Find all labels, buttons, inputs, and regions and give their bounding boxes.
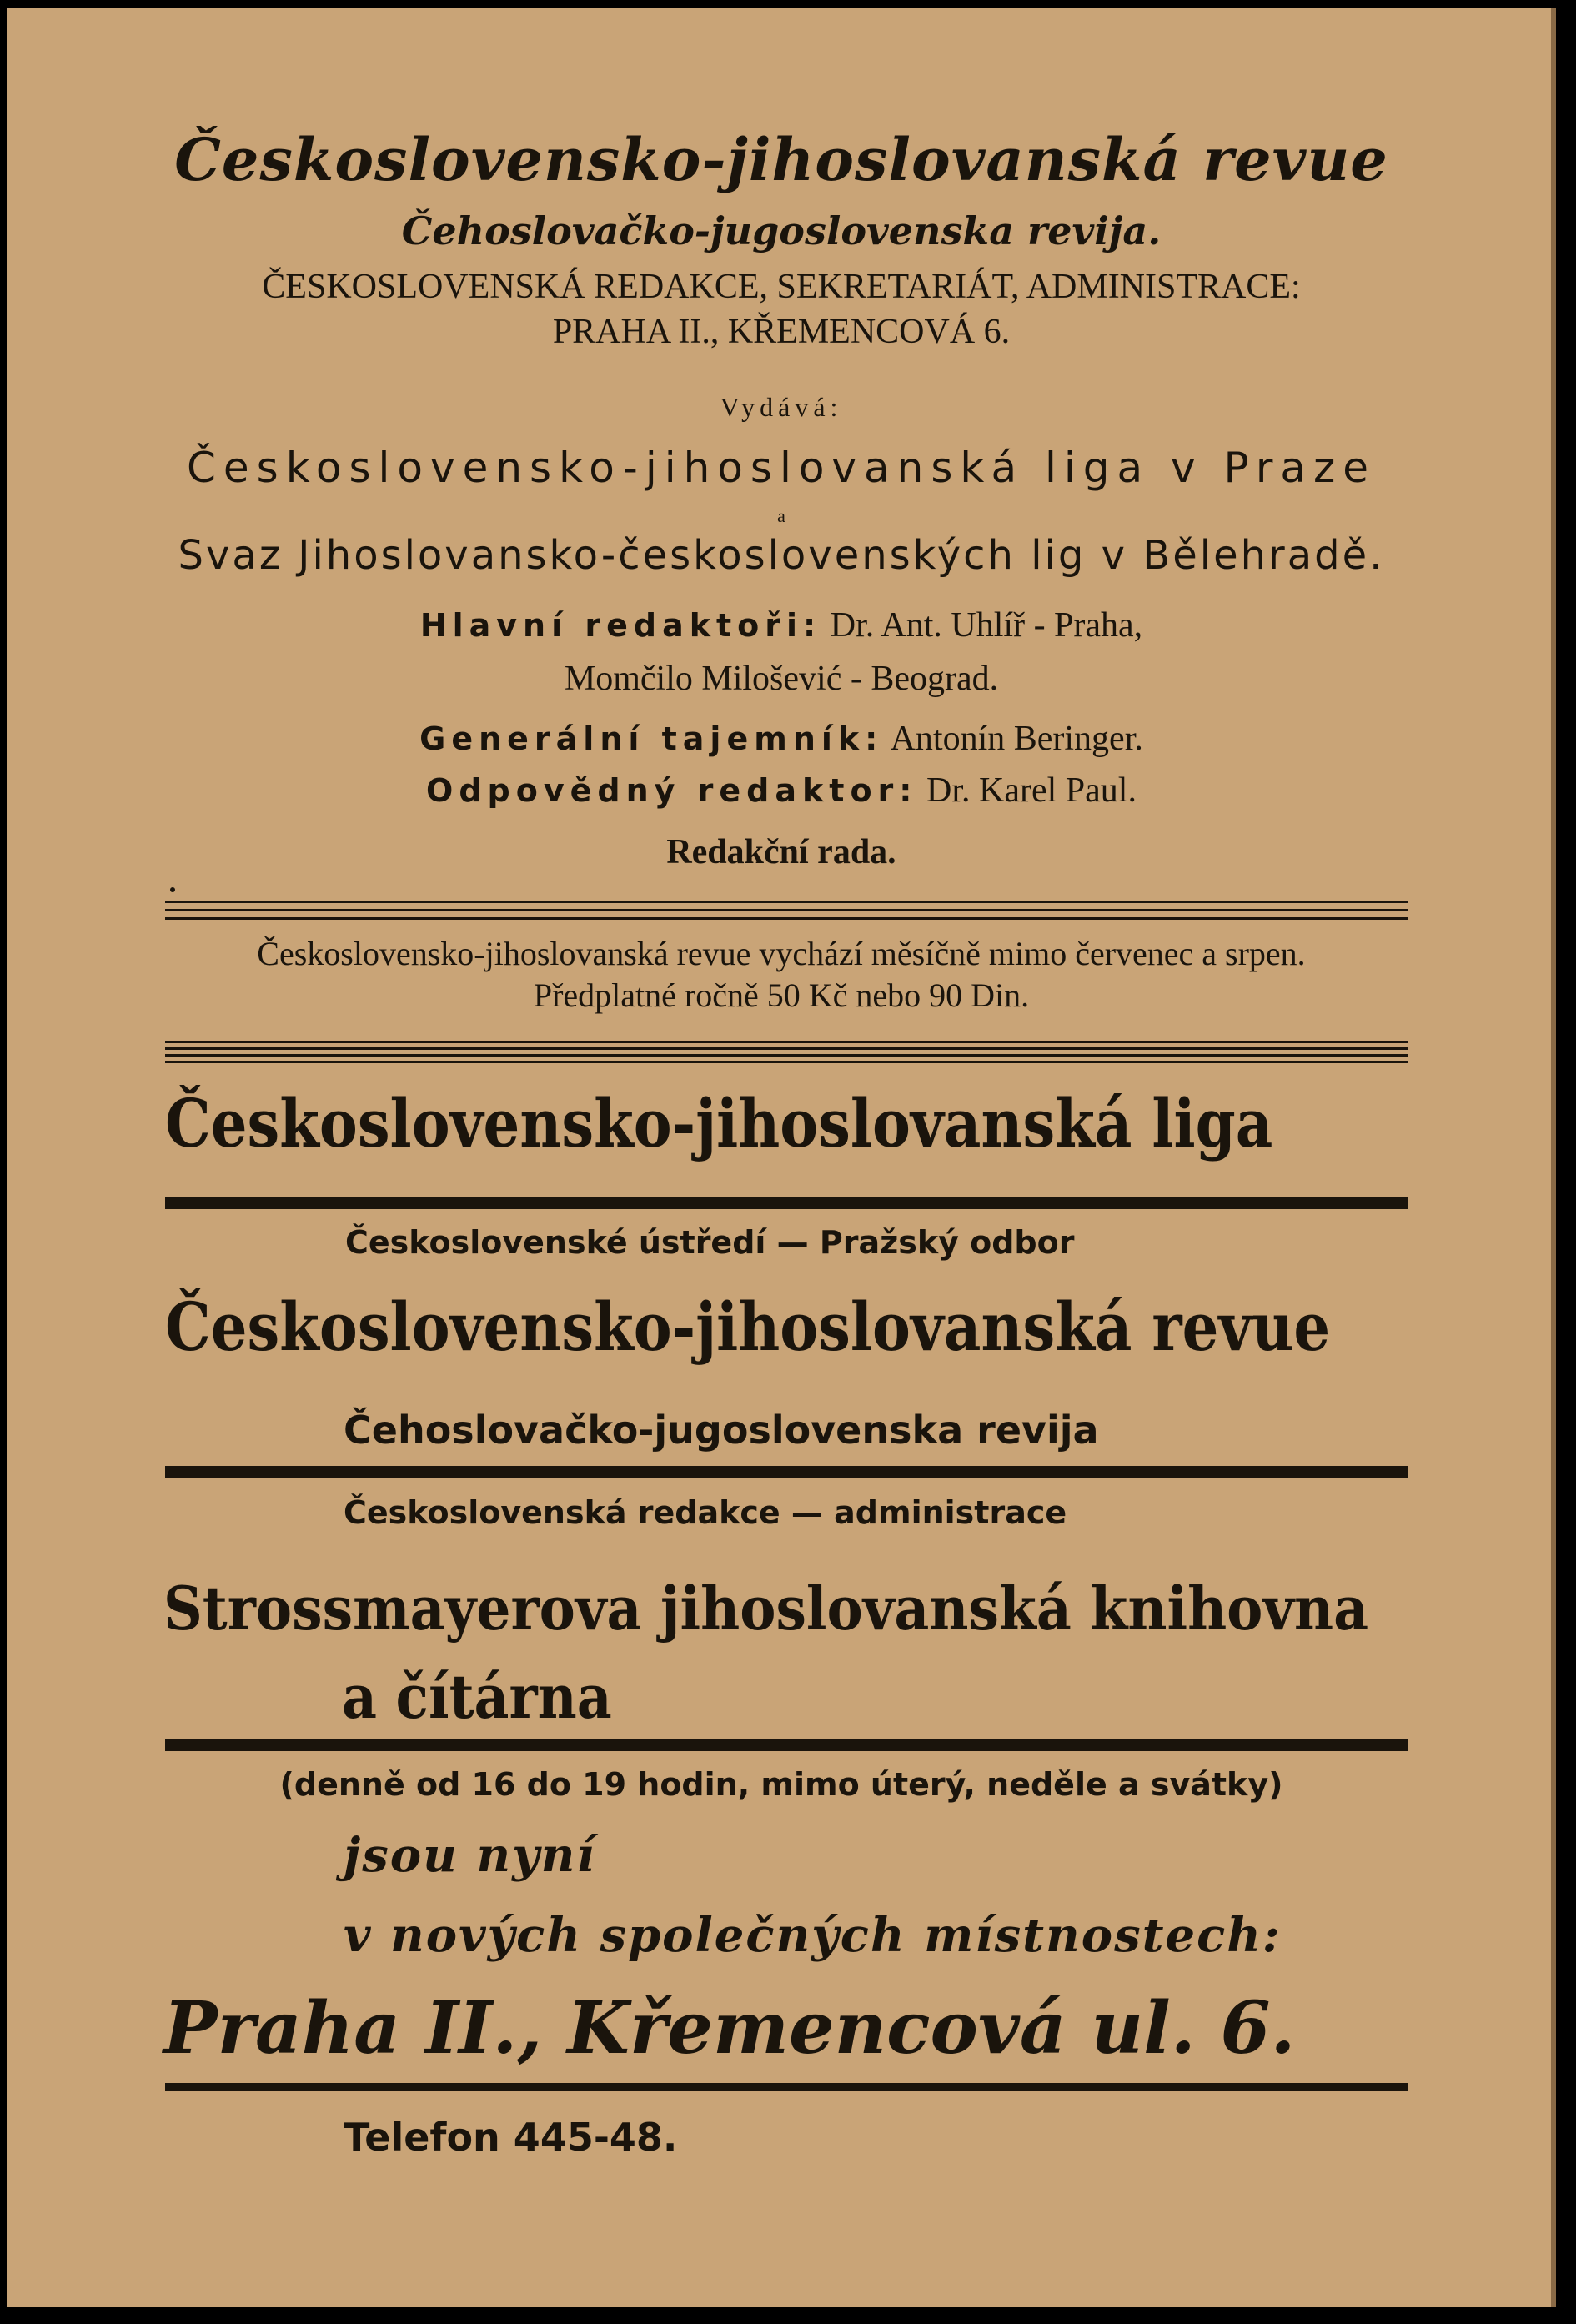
editorial-board: Redakční rada. [666, 833, 896, 871]
office-line-2: PRAHA II., KŘEMENCOVÁ 6. [552, 313, 1011, 351]
chief-editor-name-1: Dr. Ant. Uhlíř - Praha, [830, 606, 1143, 645]
divider-rule [165, 909, 1408, 911]
telephone: Telefon 445-48. [344, 2115, 678, 2160]
masthead-subtitle: Čehoslovačko-jugoslovenska revija. [401, 208, 1162, 253]
opening-hours: (denně od 16 do 19 hodin, mimo úterý, neděle a svátky) [279, 1766, 1283, 1803]
heavy-rule [165, 1466, 1408, 1478]
revue-subtitle: Čehoslovačko-jugoslovenska revija [344, 1408, 1099, 1453]
secretary-name: Antonín Beringer. [890, 720, 1143, 758]
responsible-editor-line [7, 770, 1556, 811]
redakce-line: Československá redakce — administrace [344, 1494, 1067, 1531]
divider-rule [165, 1054, 1408, 1057]
office-line-1: ČESKOSLOVENSKÁ REDAKCE, SEKRETARIÁT, ADMINISTRACE: [262, 268, 1301, 306]
divider-rule [165, 1047, 1408, 1050]
now-line-2: v nových společných místnostech: [344, 1908, 1282, 1963]
page-sheet [7, 8, 1556, 2307]
masthead-title: Československo-jihoslovanská revue [174, 125, 1388, 194]
bullet-dot [170, 887, 175, 892]
library-line-2: a čítárna [342, 1661, 612, 1732]
liga-title: Československo-jihoslovanská liga [165, 1084, 1273, 1162]
heavy-rule [165, 1739, 1408, 1751]
subscription-line-2: Předplatné ročně 50 Kč nebo 90 Din. [533, 976, 1030, 1014]
publisher-org-2: Svaz Jihoslovansko-československých lig v Bělehradě. [178, 532, 1385, 579]
divider-rule [165, 917, 1408, 920]
responsible-editor-label: Odpovědný redaktor: [426, 772, 918, 809]
publisher-org-1: Československo-jihoslovanská liga v Praze [186, 444, 1377, 492]
publisher-label: Vydává: [720, 392, 843, 422]
chief-editor-name-2: Momčilo Milošević - Beograd. [564, 660, 999, 698]
heavy-rule [165, 2083, 1408, 2091]
divider-rule [165, 901, 1408, 903]
page-edge [1551, 8, 1556, 2307]
divider-rule [165, 1041, 1408, 1043]
chief-editors-line [7, 605, 1556, 645]
heavy-rule [165, 1197, 1408, 1209]
now-line-1: jsou nyní [344, 1828, 596, 1883]
divider-rule [165, 1061, 1408, 1063]
chief-editors-label: Hlavní redaktoři: [419, 607, 822, 644]
subscription-line-1: Československo-jihoslovanská revue vychází měsíčně mimo červenec a srpen. [257, 935, 1306, 972]
secretary-label: Generální tajemník: [419, 720, 884, 757]
publisher-and: a [777, 505, 785, 526]
responsible-editor-name: Dr. Karel Paul. [926, 771, 1137, 810]
liga-subtitle: Československé ústředí — Pražský odbor [345, 1224, 1075, 1261]
revue-title: Československo-jihoslovanská revue [165, 1287, 1331, 1366]
library-line-1: Strossmayerova jihoslovanská knihovna [163, 1573, 1369, 1644]
secretary-line [7, 719, 1556, 759]
address: Praha II., Křemencová ul. 6. [163, 1986, 1296, 2071]
